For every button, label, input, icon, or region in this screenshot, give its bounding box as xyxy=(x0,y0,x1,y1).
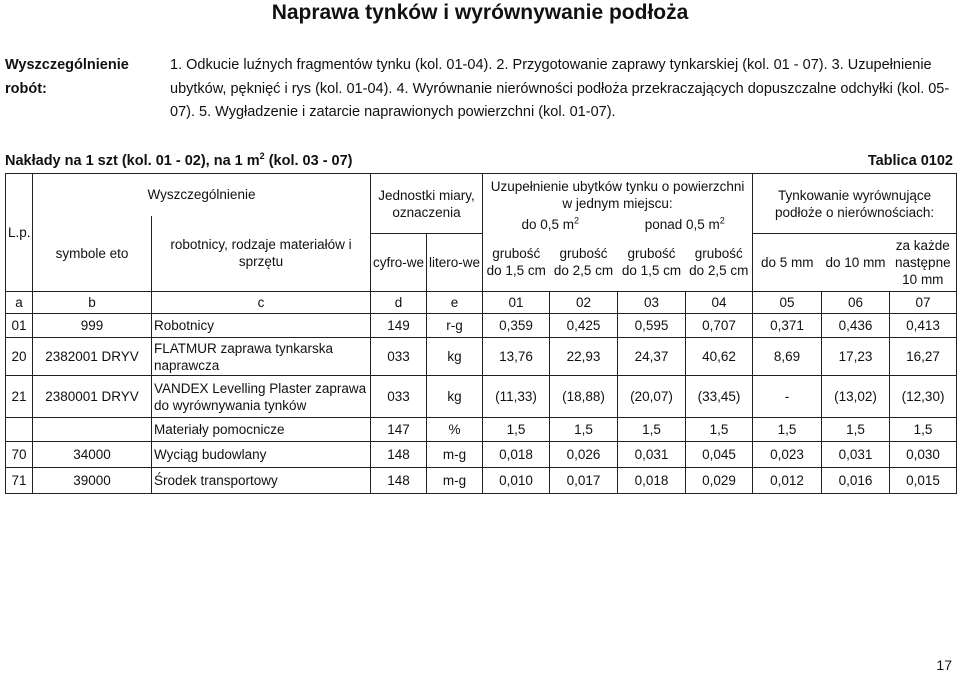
cell-value: (18,88) xyxy=(550,376,618,418)
cell-value: 0,018 xyxy=(483,442,550,468)
cell-sym: 34000 xyxy=(33,442,152,468)
cell-lp xyxy=(6,418,33,442)
cell-value: (13,02) xyxy=(822,376,890,418)
col-letter: e xyxy=(427,292,483,314)
table-row xyxy=(6,442,957,468)
cell-value: 8,69 xyxy=(753,338,822,376)
cell-value: 17,23 xyxy=(822,338,890,376)
header-cyfrowe: cyfro-we xyxy=(371,234,427,292)
cell-value: - xyxy=(753,376,822,418)
cell-value: 0,016 xyxy=(822,468,890,494)
cell-value: 0,031 xyxy=(618,442,686,468)
col-letter: 01 xyxy=(483,292,550,314)
column-letters-row xyxy=(6,292,957,314)
cell-lp: 20 xyxy=(6,338,33,376)
table-number: Tablica 0102 xyxy=(867,153,953,169)
cell-lp: 01 xyxy=(6,314,33,338)
cell-name: Wyciąg budowlany xyxy=(152,442,371,468)
cell-value: (20,07) xyxy=(618,376,686,418)
cell-value: 0,030 xyxy=(890,442,957,468)
col-letter: d xyxy=(371,292,427,314)
cell-value: 0,045 xyxy=(686,442,753,468)
cell-cyf: 148 xyxy=(371,442,427,468)
header-g4: grubość do 2,5 cm xyxy=(686,234,753,292)
naklady-b: (kol. 03 - 07) xyxy=(264,153,353,169)
cell-lp: 21 xyxy=(6,376,33,418)
cell-value: 1,5 xyxy=(618,418,686,442)
cell-cyf: 148 xyxy=(371,468,427,494)
table-row xyxy=(6,338,957,376)
header-do05: do 0,5 $m^2$ xyxy=(483,216,618,234)
cell-value: (12,30) xyxy=(890,376,957,418)
cell-value: 1,5 xyxy=(550,418,618,442)
cell-lit: r-g xyxy=(427,314,483,338)
header-t1: do 5 mm xyxy=(753,234,822,292)
cell-lit: kg xyxy=(427,338,483,376)
cell-sym: 2380001 DRYV xyxy=(33,376,152,418)
cell-value: 16,27 xyxy=(890,338,957,376)
cell-cyf: 147 xyxy=(371,418,427,442)
cell-value: 22,93 xyxy=(550,338,618,376)
col-letter: a xyxy=(6,292,33,314)
header-lp: L.p. xyxy=(6,174,33,292)
description-text: 1. Odkucie luźnych fragmentów tynku (kol. 01-04). 2. Przygotowanie zaprawy tynkarskiej (kol. 01 - 07). 3. Uzupełnienie ubytków, pęknięć i rys (kol. 01-04). 4. Wyrównanie nierówności podłoża przekraczających dopuszczalne odchyłki (kol. 05-07). 5. Wygładzenie i zatarcie naprawionych powierzchni (kol. 01-07). xyxy=(170,57,950,120)
table-row xyxy=(6,376,957,418)
naklady-heading xyxy=(5,153,353,169)
cell-value: 0,436 xyxy=(822,314,890,338)
cell-sym: 2382001 DRYV xyxy=(33,338,152,376)
cell-value: 1,5 xyxy=(890,418,957,442)
naklady-sup: 2 xyxy=(259,151,265,162)
table-row xyxy=(6,314,957,338)
cell-lit: % xyxy=(427,418,483,442)
cell-value: 1,5 xyxy=(483,418,550,442)
cell-name: VANDEX Levelling Plaster zaprawa do wyrównywania tynków xyxy=(152,376,371,418)
header-t3: za każde następne 10 mm xyxy=(890,234,957,292)
col-letter: 02 xyxy=(550,292,618,314)
header-g2: grubość do 2,5 cm xyxy=(550,234,618,292)
cell-value: (11,33) xyxy=(483,376,550,418)
description-label: Wyszczególnienie robót: xyxy=(5,57,129,97)
cell-value: 0,029 xyxy=(686,468,753,494)
cell-lp: 71 xyxy=(6,468,33,494)
naklady-a: Nakłady na 1 szt (kol. 01 - 02), na 1 m xyxy=(5,153,260,169)
cell-value: 0,017 xyxy=(550,468,618,494)
cell-name: Robotnicy xyxy=(152,314,371,338)
header-uzupelnienie: Uzupełnienie ubytków tynku o powierzchni w jednym miejscu: xyxy=(483,174,753,216)
cell-cyf: 033 xyxy=(371,338,427,376)
col-letter: 03 xyxy=(618,292,686,314)
cell-value: 0,031 xyxy=(822,442,890,468)
header-jednostki: Jednostki miary, oznaczenia xyxy=(371,174,483,234)
header-g1: grubość do 1,5 cm xyxy=(483,234,550,292)
col-letter: 05 xyxy=(753,292,822,314)
cell-value: 0,707 xyxy=(686,314,753,338)
cell-value: 13,76 xyxy=(483,338,550,376)
col-letter: c xyxy=(152,292,371,314)
col-letter: 04 xyxy=(686,292,753,314)
table-row xyxy=(6,418,957,442)
cell-value: 1,5 xyxy=(822,418,890,442)
cell-value: 0,371 xyxy=(753,314,822,338)
cell-name: Materiały pomocnicze xyxy=(152,418,371,442)
col-letter: 06 xyxy=(822,292,890,314)
cell-value: 0,012 xyxy=(753,468,822,494)
cell-sym xyxy=(33,418,152,442)
cell-value: 1,5 xyxy=(686,418,753,442)
header-tynkowanie: Tynkowanie wyrównujące podłoże o nierównościach: xyxy=(753,174,957,234)
cell-value: 0,023 xyxy=(753,442,822,468)
header-robotnicy: robotnicy, rodzaje materiałów i sprzętu xyxy=(152,216,371,292)
header-symbole: symbole eto xyxy=(33,216,152,292)
cell-value: 0,425 xyxy=(550,314,618,338)
cell-sym: 39000 xyxy=(33,468,152,494)
cell-value: 1,5 xyxy=(753,418,822,442)
cell-value: 0,018 xyxy=(618,468,686,494)
header-ponad05: ponad 0,5 $m^2$ xyxy=(618,216,753,234)
cell-value: 24,37 xyxy=(618,338,686,376)
cell-value: 40,62 xyxy=(686,338,753,376)
header-literowe: litero-we xyxy=(427,234,483,292)
cell-value: (33,45) xyxy=(686,376,753,418)
col-letter: 07 xyxy=(890,292,957,314)
norms-table xyxy=(5,173,957,494)
cell-name: Środek transportowy xyxy=(152,468,371,494)
col-letter: b xyxy=(33,292,152,314)
cell-lit: m-g xyxy=(427,468,483,494)
cell-value: 0,010 xyxy=(483,468,550,494)
header-wyszczegolnienie: Wyszczególnienie xyxy=(33,174,371,216)
cell-lit: m-g xyxy=(427,442,483,468)
cell-cyf: 033 xyxy=(371,376,427,418)
cell-value: 0,359 xyxy=(483,314,550,338)
cell-value: 0,413 xyxy=(890,314,957,338)
header-g3: grubość do 1,5 cm xyxy=(618,234,686,292)
cell-sym: 999 xyxy=(33,314,152,338)
cell-value: 0,026 xyxy=(550,442,618,468)
cell-lit: kg xyxy=(427,376,483,418)
cell-value: 0,595 xyxy=(618,314,686,338)
cell-value: 0,015 xyxy=(890,468,957,494)
cell-name: FLATMUR zaprawa tynkarska naprawcza xyxy=(152,338,371,376)
cell-lp: 70 xyxy=(6,442,33,468)
page-number: 17 xyxy=(936,657,952,673)
header-t2: do 10 mm xyxy=(822,234,890,292)
cell-cyf: 149 xyxy=(371,314,427,338)
work-description xyxy=(5,54,955,125)
table-row xyxy=(6,468,957,494)
page-title: Naprawa tynków i wyrównywanie podłoża xyxy=(271,1,689,24)
